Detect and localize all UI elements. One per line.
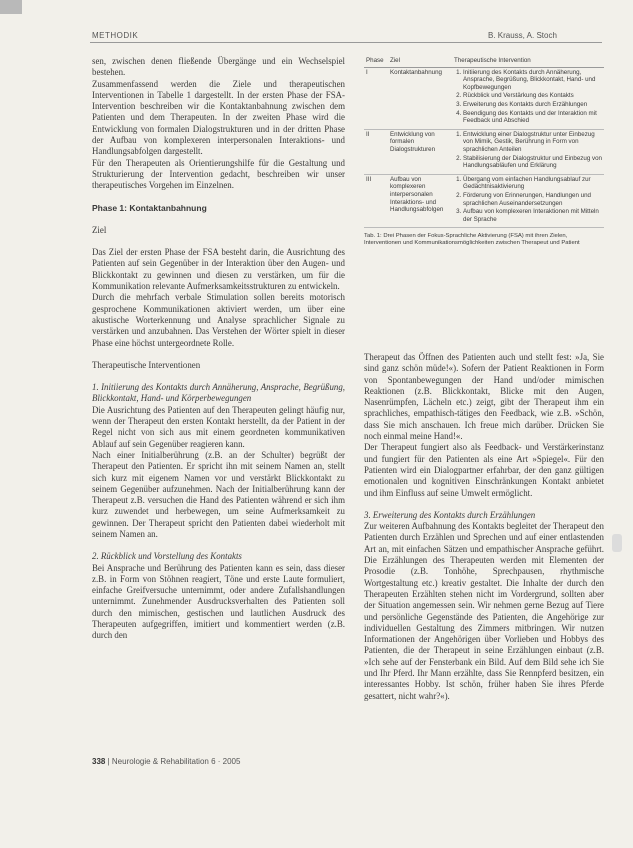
body-paragraph: Durch die mehrfach verbale Stimulation sollen bereits motorisch gesprochene Kommunikationen aktiviert werden, um über eine akustische Worterkennung und Analyse sprachlicher Signale zu verstärken und anzubahnen. Das Verstehen der Wörter spielt in dieser Phase eine höchst untergeordnete Rolle. [92, 292, 345, 348]
table-cell-ziel: Kontaktanbahnung [388, 67, 452, 129]
intervention-item: 1. Entwicklung einer Dialogstruktur unter Einbezug von Mimik, Gestik, Berührung in Form von sprachlichen Anteilen [463, 131, 602, 154]
phase-table [364, 56, 604, 228]
section-heading: Phase 1: Kontaktanbahnung [92, 202, 207, 213]
body-paragraph: sen, zwischen denen fließende Übergänge und ein Wechselspiel bestehen. [92, 56, 345, 78]
intervention-list [454, 176, 602, 224]
table-caption: Tab. 1: Drei Phasen der Fokus-Sprachliche Aktivierung (FSA) mit ihren Zielen, Interventionen und Kommunikationsmöglichkeiten zwischen Therapeut und Patient [364, 233, 580, 247]
intervention-item: 1. Übergang vom einfachen Handlungsablauf zur Gedächtnisaktivierung [463, 176, 602, 191]
paragraph-gap [92, 349, 345, 360]
scan-corner-mark [0, 0, 22, 14]
paragraph-gap [92, 236, 345, 247]
table-header-ziel: Ziel [388, 56, 452, 67]
paragraph-gap [364, 499, 604, 510]
table-cell-intervention [452, 67, 604, 129]
table-header-intervention: Therapeutische Intervention [452, 56, 604, 67]
paragraph-gap [92, 540, 345, 551]
intervention-item: 3. Erweiterung des Kontakts durch Erzählungen [463, 101, 602, 109]
table-header-row [364, 56, 604, 67]
subsection-heading: 2. Rückblick und Vorstellung des Kontakts [92, 551, 242, 562]
body-paragraph: Für den Therapeuten als Orientierungshilfe für die Gestaltung und Strukturierung der Intervention gedacht, beschreiben wir unser therapeutisches Vorgehen im Einzelnen. [92, 157, 345, 191]
header-rule [90, 42, 602, 43]
table-header-phase: Phase [364, 56, 388, 67]
intervention-list [454, 69, 602, 125]
intervention-item: 3. Aufbau von komplexeren Interaktionen mit Mitteln der Sprache [463, 208, 602, 223]
table-cell-phase: II [364, 129, 388, 174]
body-paragraph: Therapeut das Öffnen des Patienten auch und stellt fest: »Ja, Sie sind ganz schön müde!«). Sofern der Patient Reaktionen in Form von Spontanbewegungen der Hand und/oder mimischen Reaktionen (z.B. Blickkontakt, Blicke mit den Augen, Nasenrümpfen, Lächeln etc.) zeigt, gibt der Therapeut ihm ein sprachliches, empathisch-tätiges den Feedback, wie z.B. »Schön, dass Sie mich anschauen. Ich freue mich darüber. Drücken Sie noch einmal meine Hand!«. [364, 352, 604, 442]
body-paragraph: Ziel [92, 224, 107, 235]
table-cell-ziel: Entwicklung von formalen Dialogstrukturen [388, 129, 452, 174]
intervention-item: 1. Initiierung des Kontakts durch Annäherung, Ansprache, Begrüßung, Blickkontakt, Hand- und Kopfbewegungen [463, 69, 602, 92]
paragraph-gap [92, 214, 345, 225]
page-footer [92, 757, 240, 766]
subsection-heading: 1. Initiierung des Kontakts durch Annäherung, Ansprache, Begrüßung, Blickkontakt, Hand- und Körperbewegungen [92, 382, 345, 404]
intervention-item: 4. Beendigung des Kontakts und der Interaktion mit Feedback und Abschied [463, 110, 602, 125]
table-1 [364, 56, 604, 248]
table-row [364, 67, 604, 129]
intervention-list [454, 131, 602, 170]
body-paragraph: Das Ziel der ersten Phase der FSA besteht darin, die Ausrichtung des Patienten auf sein Gegenüber in der Interaktion über den Augen- und Blickkontakt zu gewinnen und diesen zu verstärken, um für die Kommunikation relevante Aufmerksamkeitsstrukturen zu entwickeln. [92, 247, 345, 292]
running-header-section: METHODIK [92, 31, 139, 40]
subsection-heading: 3. Erweiterung des Kontakts durch Erzählungen [364, 509, 536, 520]
intervention-item: 2. Rückblick und Verstärkung des Kontakts [463, 92, 602, 100]
table-cell-ziel: Aufbau von komplexeren interpersonalen Interaktions- und Handlungsabfolgen [388, 174, 452, 228]
table-cell-intervention [452, 174, 604, 228]
intervention-item: 2. Stabilisierung der Dialogstruktur und Einbezug von Handlungsabläufen und Erklärung [463, 155, 602, 170]
body-paragraph: Die Ausrichtung des Patienten auf den Therapeuten gelingt häufig nur, wenn der Therapeut den ersten Kontakt herstellt, da der Patient in der Regel nicht von sich aus mit einem geordneten kommunikativen Ablauf auf sein Gegenüber reagieren kann. [92, 404, 345, 449]
page-number: 338 [92, 757, 106, 766]
intervention-item: 2. Förderung von Erinnerungen, Handlungen und sprachlichen Auseinandersetzungen [463, 192, 602, 207]
body-paragraph: Der Therapeut fungiert also als Feedback- und Verstärkerinstanz und fungiert für den Patienten als eine Art »Spiegel«. Für den Patienten wird ein Dialogpartner erfahrbar, der den ganz gültigen emotionalen und kognitiven Einschränkungen Kontakt anbietet und ihm Einfluss auf seine Umwelt ermöglicht. [364, 442, 604, 498]
table-row [364, 129, 604, 174]
body-paragraph: Therapeutische Interventionen [92, 359, 201, 370]
running-header-authors: B. Krauss, A. Stoch [488, 31, 557, 40]
paragraph-gap [92, 192, 345, 203]
left-text-column [92, 56, 345, 756]
journal-name: | Neurologie & Rehabilitation 6 · 2005 [107, 757, 241, 766]
scan-shadow-mark [612, 534, 622, 552]
table-row [364, 174, 604, 228]
table-cell-phase: I [364, 67, 388, 129]
body-paragraph: Zur weiteren Aufbahnung des Kontakts begleitet der Therapeut den Patienten durch Erzählen und Sprechen und auf einer entlastenden Art an, mit einfachen Sätzen und empathischer Ansprache geführt. Die Erzählungen des Therapeuten werden mit Elementen der Prosodie (z.B. Tonhöhe, Sprechpausen, rhythmische Wortgestaltung etc.) kreativ gestaltet. Die Inhalte der durch den Therapeuten Erzählten stehen nicht im Vordergrund, sollten aber der Situation angemessen sein. Wir nehmen gerne Bezug auf Tiere und persönliche Gegenstände des Patienten, die Angehörige zur individuellen Gestaltung des Zimmers mitbringen. Wir nutzen Informationen der Angehörigen über Vorlieben und Hobbys des Patienten, die der Therapeut in seine Erzählungen einbaut (z.B. »Ich sehe auf der Fensterbank ein Bild. Auf dem Bild sehe ich Sie und Ihr Pferd. Ihr Mann erzählte, dass Sie Rennpferd besitzen, ein interessantes Hobby. Ist schön, früher haben Sie ihres Pferde gesattert, nicht wahr?«). [364, 521, 604, 701]
table-cell-intervention [452, 129, 604, 174]
body-paragraph: Nach einer Initialberührung (z.B. an der Schulter) begrüßt der Therapeut den Patienten. Er spricht ihn mit seinem Namen an, stellt sich kurz mit eigenem Namen vor und verstärkt Blickkontakt zu seinem Gegenüber aufzunehmen. Nach der Initialberührung kann der Therapeut z.B. versuchen die Hand des Patienten während er sich ihm kurz zuwendet und herbewegen, um seine Aufmerksamkeit zu gewinnen. Der Therapeut spricht den Patienten dabei wiederholt mit seinem Namen an. [92, 449, 345, 539]
right-text-column [364, 352, 604, 762]
body-paragraph: Bei Ansprache und Berührung des Patienten kann es sein, dass dieser z.B. in Form von Stöhnen reagiert, Töne und erste Laute formuliert, einfache Greifversuche unternimmt, oder andere Zufallshandlungen unternimmt. Zunehmender Ausdrucksverhalten des Patienten soll durch den mimischen, gestischen und lautlichen Ausdruck des Therapeuten aufgegriffen, imitiert und kommentiert werden (z.B. durch den [92, 562, 345, 641]
table-cell-phase: III [364, 174, 388, 228]
paragraph-gap [92, 371, 345, 382]
body-paragraph: Zusammenfassend werden die Ziele und therapeutischen Interventionen in Tabelle 1 dargestellt. In der ersten Phase der FSA-Intervention beschreiben wir die Kontaktanbahnung zwischen dem Patienten und dem Therapeuten. In der zweiten Phase wird die Entwicklung von formalen Dialogstrukturen und in der dritten Phase der Aufbau von komplexeren interpersonalen Interaktions- und Handlungsabfolgen dargestellt. [92, 78, 345, 157]
table-body [364, 67, 604, 228]
